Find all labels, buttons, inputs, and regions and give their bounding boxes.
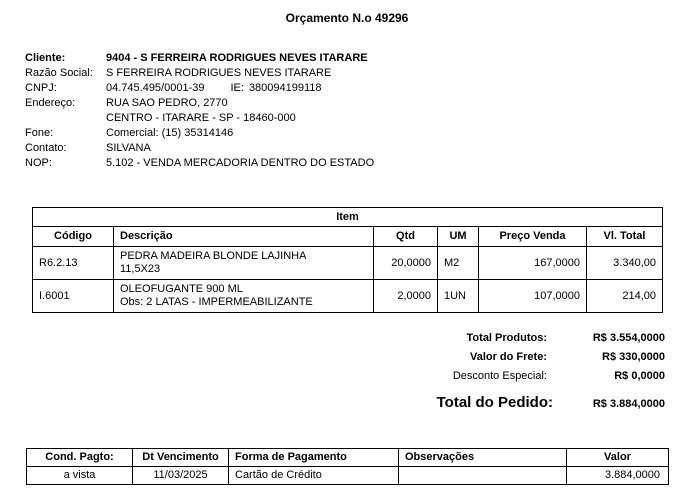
totals-label-total-produtos: Total Produtos: [466,332,547,344]
totals-label-desconto-especial: Desconto Especial: [452,370,547,382]
totals-row-valor-frete [380,351,665,370]
item-descricao-line-2: Obs: 2 LATAS - IMPERMEABILIZANTE [120,296,313,308]
customer-row-cliente [25,51,645,66]
customer-value-nop: 5.102 - VENDA MERCADORIA DENTRO DO ESTADO [106,157,375,169]
items-column-header-codigo: Código [33,227,114,247]
totals-value-valor-frete: R$ 330,0000 [602,351,665,363]
totals-summary [380,332,665,416]
items-column-header-qtd: Qtd [374,227,438,247]
items-table-group-header-row [33,208,663,227]
item-descricao [114,280,374,313]
totals-row-total-pedido [380,394,665,416]
item-descricao-line-2: 11,5X23 [120,263,161,275]
customer-value-cnpj [106,81,322,96]
customer-value-razao-social: S FERREIRA RODRIGUES NEVES ITARARE [106,67,332,79]
items-column-header-vl-total: Vl. Total [587,227,663,247]
customer-value-endereco: RUA SAO PEDRO, 2770 [106,97,228,109]
item-descricao [114,247,374,280]
customer-label-endereco: Endereço: [25,97,76,109]
customer-row-contato [25,141,645,156]
payment-table [26,448,669,485]
customer-row-fone [25,126,645,141]
items-table-header-row [33,227,663,247]
payment-column-header-valor: Valor [567,449,669,467]
customer-row-razao-social [25,66,645,81]
items-column-header-descricao: Descrição [114,227,374,247]
customer-label-razao-social: Razão Social: [25,67,93,79]
totals-value-total-produtos: R$ 3.554,0000 [592,332,665,344]
totals-row-total-produtos [380,332,665,351]
customer-label-ie: IE: [230,82,244,94]
table-row [33,280,663,313]
table-row [27,467,669,485]
item-um: 1UN [438,280,479,313]
customer-label-nop: NOP: [25,157,52,169]
payment-column-header-dt-vencimento: Dt Vencimento [133,449,229,467]
payment-table-header-row [27,449,669,467]
item-vl-total: 3.340,00 [587,247,663,280]
payment-column-header-cond-pagto: Cond. Pagto: [27,449,133,467]
customer-label-contato: Contato: [25,142,67,154]
totals-value-desconto-especial: R$ 0,0000 [614,370,665,382]
item-qtd: 20,0000 [374,247,438,280]
customer-value-ie: 380094199118 [248,82,322,94]
item-descricao-line-1: OLEOFUGANTE 900 ML [120,282,243,295]
customer-label-cnpj: CNPJ: [25,82,57,94]
item-preco-venda: 167,0000 [479,247,587,280]
totals-value-total-pedido: R$ 3.884,0000 [592,398,665,410]
totals-row-desconto-especial [380,370,665,389]
payment-valor: 3.884,0000 [567,467,669,485]
payment-column-header-observacoes: Observações [399,449,567,467]
customer-row-endereco [25,96,645,111]
item-codigo: R6.2.13 [33,247,114,280]
item-um: M2 [438,247,479,280]
items-column-header-um: UM [438,227,479,247]
customer-row-cnpj [25,81,645,96]
customer-value-cliente: 9404 - S FERREIRA RODRIGUES NEVES ITARARE [106,52,368,64]
table-row [33,247,663,280]
customer-cnpj-number: 04.745.495/0001-39 [106,82,205,94]
customer-info-block [25,51,645,171]
page-title: Orçamento N.o 49296 [285,11,409,25]
item-qtd: 2,0000 [374,280,438,313]
totals-label-total-pedido: Total do Pedido: [436,394,553,411]
items-table-group-header: Item [33,208,663,227]
totals-label-valor-frete: Valor do Frete: [469,351,547,363]
customer-row-endereco-continuation [25,111,645,126]
item-descricao-line-1: PEDRA MADEIRA BLONDE LAJINHA [120,249,307,262]
item-vl-total: 214,00 [587,280,663,313]
customer-label-fone: Fone: [25,127,54,139]
customer-value-endereco-continuation: CENTRO - ITARARE - SP - 18460-000 [106,112,296,124]
customer-label-cliente: Cliente: [25,52,66,64]
payment-dt-vencimento: 11/03/2025 [133,467,229,485]
payment-forma-pagamento: Cartão de Crédito [229,467,399,485]
item-codigo: I.6001 [33,280,114,313]
payment-column-header-forma-pagamento: Forma de Pagamento [229,449,399,467]
items-column-header-preco-venda: Preço Venda [479,227,587,247]
customer-value-contato: SILVANA [106,142,151,154]
customer-row-nop [25,156,645,171]
item-preco-venda: 107,0000 [479,280,587,313]
payment-cond-pagto: a vista [27,467,133,485]
payment-observacoes [399,467,567,485]
items-table [32,207,663,313]
customer-value-fone: Comercial: (15) 35314146 [106,127,234,139]
